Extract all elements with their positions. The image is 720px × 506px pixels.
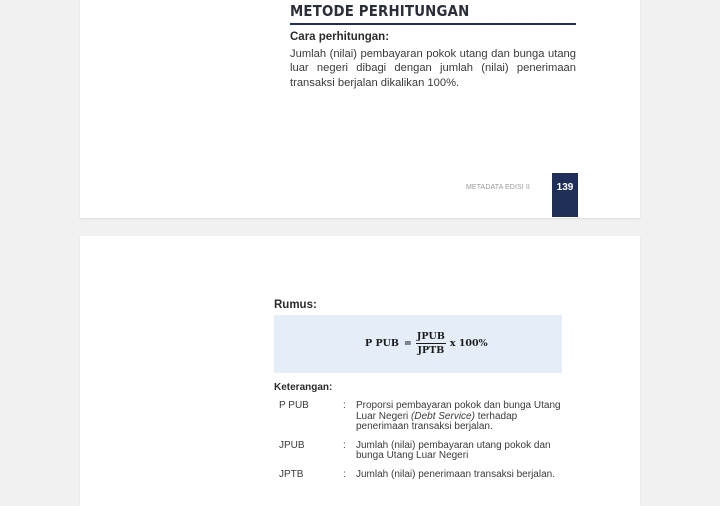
- definition-text: [356, 470, 564, 481]
- page-number-badge: 139: [552, 173, 578, 217]
- formula-lhs: P PUB: [365, 338, 399, 349]
- definition-row: [279, 401, 564, 433]
- definition-colon: :: [343, 400, 346, 411]
- definition-text: [356, 401, 564, 433]
- definition-row: [279, 470, 564, 481]
- definition-text-part: terhadap penerimaan transaksi berjalan.: [356, 410, 518, 432]
- calculation-description: Jumlah (nilai) pembayaran pokok utang dan bunga utang luar negeri dibagi dengan jumlah (nilai) penerimaan transaksi berjalan dikalikan 100%.: [290, 48, 576, 89]
- section-title: METODE PERHITUNGAN: [290, 2, 470, 20]
- definition-text-italic: (Debt Service): [411, 410, 475, 422]
- formula-box: [274, 315, 562, 373]
- page-footer-label: METADATA EDISI II: [466, 184, 530, 191]
- formula-fraction: [416, 331, 446, 356]
- definition-text-part: Jumlah (nilai) pembayaran utang pokok dan bunga Utang Luar Negeri: [356, 439, 551, 461]
- definition-term: JPTB: [279, 468, 304, 480]
- formula-multiplier: x 100%: [449, 338, 488, 349]
- formula-denominator: JPTB: [417, 345, 445, 356]
- definition-term: P PUB: [279, 400, 309, 411]
- definition-text-part: Jumlah (nilai) penerimaan transaksi berjalan.: [356, 468, 555, 480]
- formula: [365, 331, 488, 356]
- definition-text: [356, 441, 564, 462]
- definition-colon: :: [343, 439, 346, 451]
- title-underline: [290, 23, 576, 25]
- formula-equals: =: [403, 338, 412, 349]
- formula-numerator: JPUB: [416, 331, 445, 342]
- formula-heading: Rumus:: [274, 299, 317, 311]
- definition-term: JPUB: [279, 439, 305, 451]
- definition-colon: :: [343, 468, 346, 480]
- document-page-next: [80, 236, 640, 506]
- calculation-heading: Cara perhitungan:: [290, 31, 390, 43]
- legend-heading: Keterangan:: [274, 382, 333, 393]
- definitions-list: [279, 401, 564, 480]
- definition-row: [279, 441, 564, 462]
- definition-text-part: Proporsi pembayaran pokok dan bunga Utang Luar Negeri: [356, 400, 561, 422]
- document-page-139: [80, 0, 640, 218]
